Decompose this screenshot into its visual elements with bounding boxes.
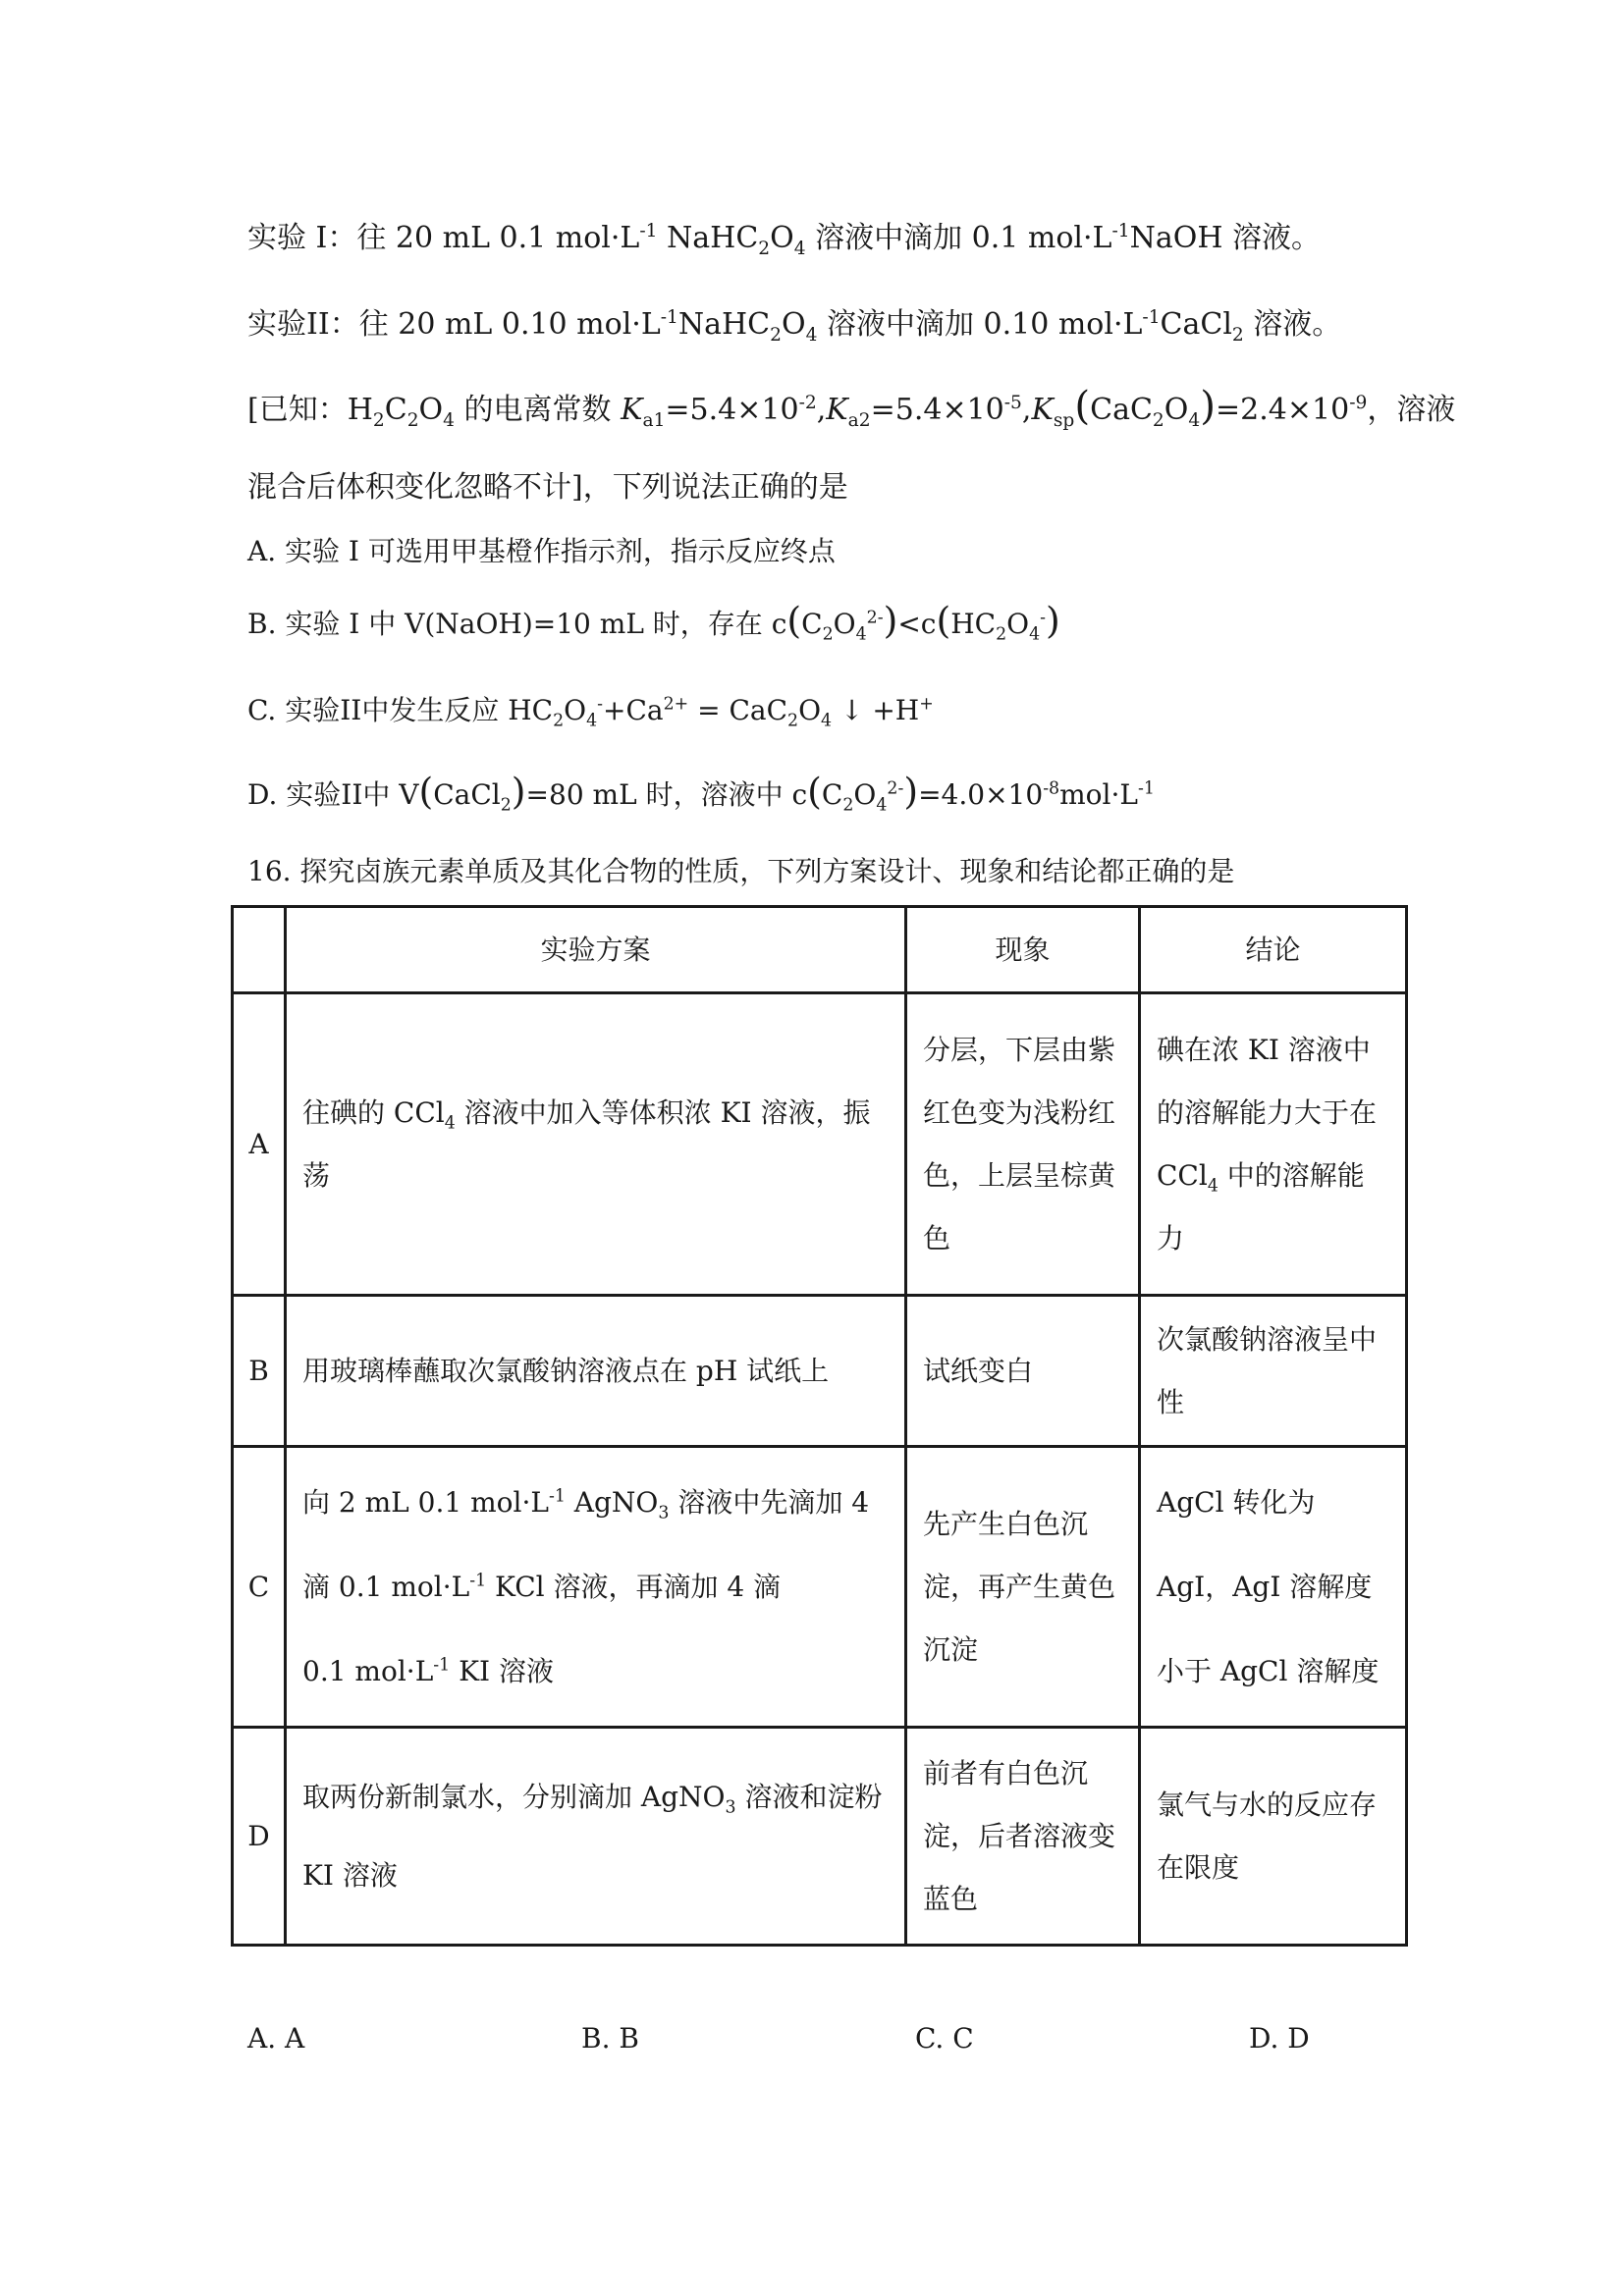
exp2-formula: NaHC xyxy=(677,307,771,342)
scheme-cell: 用玻璃棒蘸取次氯酸钠溶液点在 pH 试纸上 xyxy=(286,1296,906,1447)
optd-unit: mol·L xyxy=(1059,778,1138,811)
optd-formula: CaCl xyxy=(433,778,501,811)
optb-charge: - xyxy=(1040,608,1047,628)
experiment-2 xyxy=(247,307,1342,346)
exp1-text: 溶液中滴加 0.1 mol·L xyxy=(805,221,1112,255)
ksp-formula: CaC xyxy=(1090,393,1153,427)
scheme-sub: 4 xyxy=(444,1113,456,1134)
optb-sub: 2 xyxy=(822,624,834,645)
scheme-sub: 3 xyxy=(658,1503,670,1523)
exp2-exp: -1 xyxy=(660,307,678,328)
phenomenon-cell: 先产生白色沉淀，再产生黄色沉淀 xyxy=(906,1447,1140,1728)
conclusion-cell: 氯气与水的反应存在限度 xyxy=(1140,1728,1407,1946)
question-16: 16. 探究卤族元素单质及其化合物的性质，下列方案设计、现象和结论都正确的是 xyxy=(247,855,1235,887)
ka1-value: =5.4×10 xyxy=(665,393,799,427)
known-sub: a1 xyxy=(642,410,666,431)
scheme-text: 荡 xyxy=(302,1158,331,1192)
exp1-sub: 2 xyxy=(758,239,771,259)
known-text: 的电离常数 xyxy=(454,393,622,427)
answer-a: A. A xyxy=(247,2022,305,2055)
optc-sub: 4 xyxy=(586,711,598,731)
exp2-formula: CaCl xyxy=(1160,307,1232,342)
option-a: A. 实验 I 可选用甲基橙作指示剂，指示反应终点 xyxy=(247,535,836,567)
known-sub: a2 xyxy=(847,410,871,431)
exp1-formula: NaHC xyxy=(657,221,759,255)
option-c xyxy=(247,694,934,731)
answer-c: C. C xyxy=(915,2022,974,2055)
row-label: B xyxy=(233,1296,286,1447)
conclusion-sub: 4 xyxy=(1207,1176,1218,1197)
table-row xyxy=(233,1447,1407,1728)
exp1-formula-o: O xyxy=(770,221,794,255)
optc-formula: +Ca xyxy=(603,694,664,726)
known-sub: 2 xyxy=(1152,410,1164,431)
optd-charge: 2- xyxy=(887,778,904,799)
optc-sub: 2 xyxy=(787,711,799,731)
optc-formula: O xyxy=(564,694,587,726)
known-exp: -2 xyxy=(798,393,817,413)
precipitate-arrow-icon: ↓ xyxy=(832,694,873,726)
optc-sub: 2 xyxy=(553,711,565,731)
scheme-text: KCl 溶液，再滴加 4 滴 xyxy=(486,1570,782,1603)
option-d: D. 实验II中 V(CaCl$_2$)=80 mL 时，溶液中 $c(C_2O_4^{2-})=4.0\times 10^{-8}mol\cdot L^{-1}$ xyxy=(247,770,1155,816)
known-sub: 4 xyxy=(1188,410,1201,431)
conclusion-cell xyxy=(1140,993,1407,1296)
scheme-text: 滴 0.1 mol·L xyxy=(302,1570,470,1603)
optb-sub: 4 xyxy=(855,624,867,645)
scheme-sub: 3 xyxy=(725,1797,736,1818)
phenomenon-cell: 试纸变白 xyxy=(906,1296,1140,1447)
table-row xyxy=(233,1728,1407,1946)
ka2-symbol: K xyxy=(826,393,848,427)
header-cell: 结论 xyxy=(1140,907,1407,993)
phenomenon-cell: 分层，下层由紫红色变为浅粉红色，上层呈棕黄色 xyxy=(906,993,1140,1296)
optd-formula: O xyxy=(853,778,877,811)
ka1-symbol: K xyxy=(621,393,643,427)
scheme-text: 往碘的 CCl xyxy=(302,1095,445,1129)
exp1-exp: -1 xyxy=(639,221,658,241)
optc-formula: O xyxy=(798,694,822,726)
exp1-sub: 4 xyxy=(793,239,806,259)
scheme-cell xyxy=(286,1728,906,1946)
known-sub: 2 xyxy=(372,410,385,431)
scheme-text: 溶液中加入等体积浓 KI 溶液，振 xyxy=(455,1095,871,1129)
optc-formula: +H xyxy=(872,694,920,726)
phenomenon-cell: 前者有白色沉淀，后者溶液变蓝色 xyxy=(906,1728,1140,1946)
optb-sub: 4 xyxy=(1029,624,1041,645)
optd-sub: 4 xyxy=(876,795,888,816)
experiment-table xyxy=(231,905,1408,1947)
optb-sub: 2 xyxy=(996,624,1007,645)
known-line-2: 混合后体积变化忽略不计]，下列说法正确的是 xyxy=(247,470,848,505)
known-text: C xyxy=(384,393,407,427)
optc-charge: - xyxy=(597,694,604,715)
scheme-cell xyxy=(286,993,906,1296)
scheme-text: KI 溶液 xyxy=(450,1654,554,1687)
table-row xyxy=(233,993,1407,1296)
optd-sub: 2 xyxy=(500,795,512,816)
scheme-text: KI 溶液 xyxy=(302,1858,398,1892)
exp1-text: 实验 I：往 20 mL 0.1 mol·L xyxy=(247,221,640,255)
answer-b: B. B xyxy=(581,2022,639,2055)
exp2-sub: 4 xyxy=(805,325,818,346)
option-b: B. 实验 I 中 V(NaOH)=10 mL 时，存在 $c(C_2O_4^{2-})<c(HC_2O_4^-)$ xyxy=(247,599,1060,645)
scheme-text: 0.1 mol·L xyxy=(302,1654,434,1687)
optc-text: C. 实验II中发生反应 HC xyxy=(247,694,554,726)
scheme-text: 取两份新制氯水，分别滴加 AgNO xyxy=(302,1780,726,1813)
exp2-text: 实验II：往 20 mL 0.10 mol·L xyxy=(247,307,661,342)
optc-charge: + xyxy=(919,694,934,715)
optd-sub: 2 xyxy=(842,795,854,816)
conclusion-cell: AgCl 转化为 AgI，AgI 溶解度小于 AgCl 溶解度 xyxy=(1140,1447,1407,1728)
known-text: [已知：H xyxy=(247,393,373,427)
optd-exp: -1 xyxy=(1137,778,1155,799)
known-sub: 2 xyxy=(406,410,419,431)
exp2-text: 溶液。 xyxy=(1243,307,1342,342)
optd-exp: -8 xyxy=(1043,778,1060,799)
ka2-value: =5.4×10 xyxy=(870,393,1004,427)
optc-sub: 4 xyxy=(821,711,833,731)
exp2-sub: 2 xyxy=(1231,325,1244,346)
scheme-text: 向 2 mL 0.1 mol·L xyxy=(302,1485,549,1519)
scheme-cell xyxy=(286,1447,906,1728)
header-cell xyxy=(233,907,286,993)
optb-formula: HC xyxy=(950,608,997,640)
scheme-exp: -1 xyxy=(433,1655,451,1676)
optb-formula: O xyxy=(1006,608,1030,640)
exp2-sub: 2 xyxy=(770,325,782,346)
ksp-value: =2.4×10 xyxy=(1216,393,1350,427)
optd-formula: C xyxy=(821,778,843,811)
exp1-exp: -1 xyxy=(1111,221,1130,241)
optb-text: B. 实验 I 中 V(NaOH)=10 mL 时，存在 c xyxy=(247,608,787,640)
known-exp: -5 xyxy=(1003,393,1022,413)
known-sub: sp xyxy=(1053,410,1075,431)
exp2-exp: -1 xyxy=(1142,307,1161,328)
exp2-text: 溶液中滴加 0.10 mol·L xyxy=(817,307,1143,342)
experiment-1 xyxy=(247,221,1322,259)
table-header-row xyxy=(233,907,1407,993)
header-cell: 实验方案 xyxy=(286,907,906,993)
optd-value: =4.0×10 xyxy=(918,778,1044,811)
answer-d: D. D xyxy=(1249,2022,1310,2055)
optb-formula: C xyxy=(801,608,823,640)
optd-text: D. 实验II中 V xyxy=(247,778,419,811)
optc-formula: = CaC xyxy=(688,694,788,726)
optc-charge: 2+ xyxy=(663,694,689,715)
known-text: O xyxy=(418,393,444,427)
scheme-exp: -1 xyxy=(548,1486,566,1507)
known-constants: [已知：$H_2C_2O_4$ 的电离常数 $K_{a1}=5.4\times 10^{-2},K_{a2}=5.4\times 10^{-5},K_{sp}(CaC_2O_4)=2.4\times 10^{-9}$，溶液 xyxy=(247,382,1456,431)
scheme-text: AgNO xyxy=(565,1485,659,1519)
known-sub: 4 xyxy=(443,410,455,431)
scheme-text: 溶液和淀粉 xyxy=(735,1780,883,1813)
scheme-text: 溶液中先滴加 4 xyxy=(669,1485,870,1519)
row-label: D xyxy=(233,1728,286,1946)
optd-text: =80 mL 时，溶液中 c xyxy=(525,778,808,811)
header-cell: 现象 xyxy=(906,907,1140,993)
table-row xyxy=(233,1296,1407,1447)
ksp-formula: O xyxy=(1164,393,1189,427)
optb-formula: O xyxy=(833,608,856,640)
scheme-exp: -1 xyxy=(469,1571,487,1591)
conclusion-text: 碘在浓 KI 溶液中的溶解能力大于在 CCl xyxy=(1157,1033,1378,1192)
optb-text: <c xyxy=(897,608,937,640)
optb-charge: 2- xyxy=(866,608,884,628)
row-label: A xyxy=(233,993,286,1296)
known-text: ，溶液 xyxy=(1367,393,1456,427)
known-exp: -9 xyxy=(1349,393,1368,413)
conclusion-cell: 次氯酸钠溶液呈中性 xyxy=(1140,1296,1407,1447)
exp1-text: NaOH 溶液。 xyxy=(1129,221,1322,255)
exp2-formula-o: O xyxy=(781,307,806,342)
conclusion-text: 中的溶解能力 xyxy=(1157,1158,1365,1255)
ksp-symbol: K xyxy=(1031,393,1054,427)
row-label: C xyxy=(233,1447,286,1728)
